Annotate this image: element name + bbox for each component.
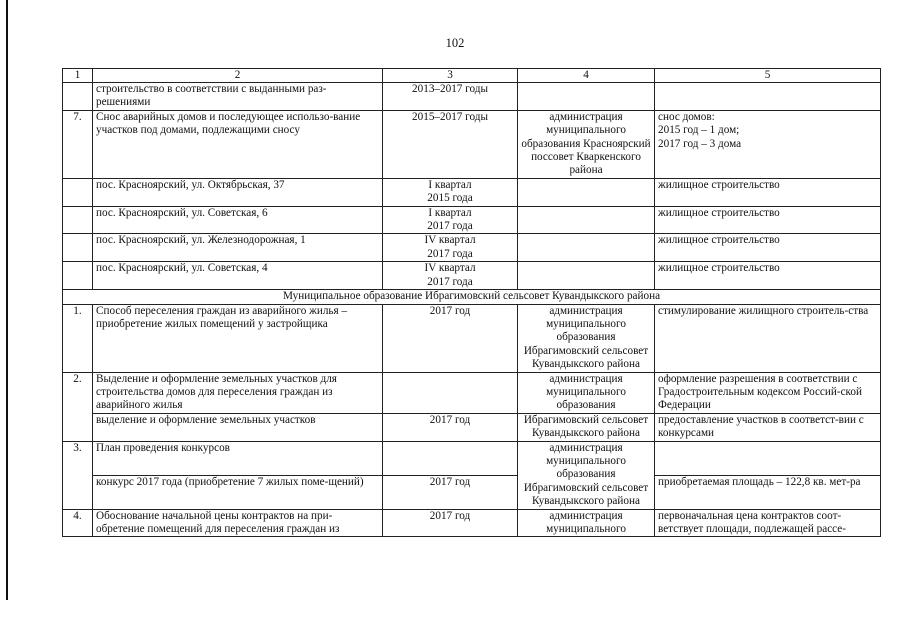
row-result: предоставление участков в соответст-вии с конкурсами bbox=[655, 413, 881, 441]
table-row bbox=[63, 372, 881, 413]
row-responsible: администрация муниципального образования Ибрагимовский сельсовет Кувандыкского района bbox=[518, 304, 655, 372]
section-title: Муниципальное образование Ибрагимовский сельсовет Кувандыкского района bbox=[63, 290, 881, 304]
row-description: Способ переселения граждан из аварийного жилья – приобретение жилых помещений у застройщика bbox=[93, 304, 383, 372]
row-description: пос. Красноярский, ул. Железнодорожная, 1 bbox=[93, 234, 383, 262]
row-period bbox=[383, 441, 518, 475]
table-row bbox=[63, 304, 881, 372]
table-row bbox=[63, 206, 881, 234]
row-responsible: администрация муниципального образования Ибрагимовский сельсовет Кувандыкского района bbox=[518, 441, 655, 509]
row-result: снос домов: 2015 год – 1 дом; 2017 год – 3 дома bbox=[655, 110, 881, 178]
row-result: оформление разрешения в соответствии с Градостроительным кодексом Россий-ской Федерации bbox=[655, 372, 881, 413]
page-number: 102 bbox=[445, 36, 465, 50]
row-result: приобретаемая площадь – 122,8 кв. мет-ра bbox=[655, 475, 881, 509]
row-description: План проведения конкурсов bbox=[93, 441, 383, 475]
table-row bbox=[63, 262, 881, 290]
row-result bbox=[655, 441, 881, 475]
row-responsible bbox=[518, 83, 655, 111]
row-description: пос. Красноярский, ул. Октябрьская, 37 bbox=[93, 178, 383, 206]
row-description: Обоснование начальной цены контрактов на при-обретение помещений для переселения граждан из bbox=[93, 509, 383, 537]
page-margin-line bbox=[6, 0, 8, 600]
row-description: строительство в соответствии с выданными раз-решениями bbox=[93, 83, 383, 111]
row-period: 2017 год bbox=[383, 509, 518, 537]
column-header: 2 bbox=[93, 69, 383, 83]
table-header-row bbox=[63, 69, 881, 83]
row-responsible bbox=[518, 206, 655, 234]
column-header: 1 bbox=[63, 69, 93, 83]
row-responsible: администрация муниципального образования Красноярский поссовет Кваркенского района bbox=[518, 110, 655, 178]
table-row bbox=[63, 475, 881, 509]
row-result: жилищное строительство bbox=[655, 262, 881, 290]
row-period bbox=[383, 372, 518, 413]
row-responsible bbox=[518, 178, 655, 206]
row-description: пос. Красноярский, ул. Советская, 4 bbox=[93, 262, 383, 290]
row-description: пос. Красноярский, ул. Советская, 6 bbox=[93, 206, 383, 234]
row-result: жилищное строительство bbox=[655, 178, 881, 206]
row-responsible: администрация муниципального образования bbox=[518, 372, 655, 413]
table-row bbox=[63, 234, 881, 262]
row-description: Снос аварийных домов и последующее использо-вание участков под домами, подлежащими сносу bbox=[93, 110, 383, 178]
row-responsible bbox=[518, 234, 655, 262]
table-row bbox=[63, 509, 881, 537]
row-number: 1. bbox=[63, 304, 93, 372]
row-result bbox=[655, 83, 881, 111]
row-description: выделение и оформление земельных участков bbox=[93, 413, 383, 441]
row-period: IV квартал 2017 года bbox=[383, 262, 518, 290]
table-row bbox=[63, 413, 881, 441]
row-description: Выделение и оформление земельных участков для строительства домов для переселения граждан из аварийного жилья bbox=[93, 372, 383, 413]
table-row bbox=[63, 178, 881, 206]
row-number bbox=[63, 234, 93, 262]
table-row bbox=[63, 441, 881, 475]
row-period: 2013–2017 годы bbox=[383, 83, 518, 111]
table-row bbox=[63, 83, 881, 111]
row-result: стимулирование жилищного строитель-ства bbox=[655, 304, 881, 372]
column-header: 4 bbox=[518, 69, 655, 83]
row-number bbox=[63, 262, 93, 290]
row-responsible: администрация муниципального bbox=[518, 509, 655, 537]
row-description: конкурс 2017 года (приобретение 7 жилых поме-щений) bbox=[93, 475, 383, 509]
row-number: 7. bbox=[63, 110, 93, 178]
row-number: 4. bbox=[63, 509, 93, 537]
row-responsible: Ибрагимовский сельсовет Кувандыкского района bbox=[518, 413, 655, 441]
row-period: 2017 год bbox=[383, 475, 518, 509]
row-period: 2017 год bbox=[383, 413, 518, 441]
row-period: I квартал 2017 года bbox=[383, 206, 518, 234]
row-number: 3. bbox=[63, 441, 93, 509]
column-header: 5 bbox=[655, 69, 881, 83]
row-responsible bbox=[518, 262, 655, 290]
row-number bbox=[63, 83, 93, 111]
row-result: жилищное строительство bbox=[655, 206, 881, 234]
row-result: жилищное строительство bbox=[655, 234, 881, 262]
section-header-row bbox=[63, 290, 881, 304]
table-row bbox=[63, 110, 881, 178]
row-result: первоначальная цена контрактов соот-ветствует площади, подлежащей рассе- bbox=[655, 509, 881, 537]
row-period: 2015–2017 годы bbox=[383, 110, 518, 178]
row-number: 2. bbox=[63, 372, 93, 441]
row-period: 2017 год bbox=[383, 304, 518, 372]
row-number bbox=[63, 178, 93, 206]
program-table bbox=[62, 68, 881, 537]
row-period: I квартал 2015 года bbox=[383, 178, 518, 206]
row-number bbox=[63, 206, 93, 234]
row-period: IV квартал 2017 года bbox=[383, 234, 518, 262]
column-header: 3 bbox=[383, 69, 518, 83]
